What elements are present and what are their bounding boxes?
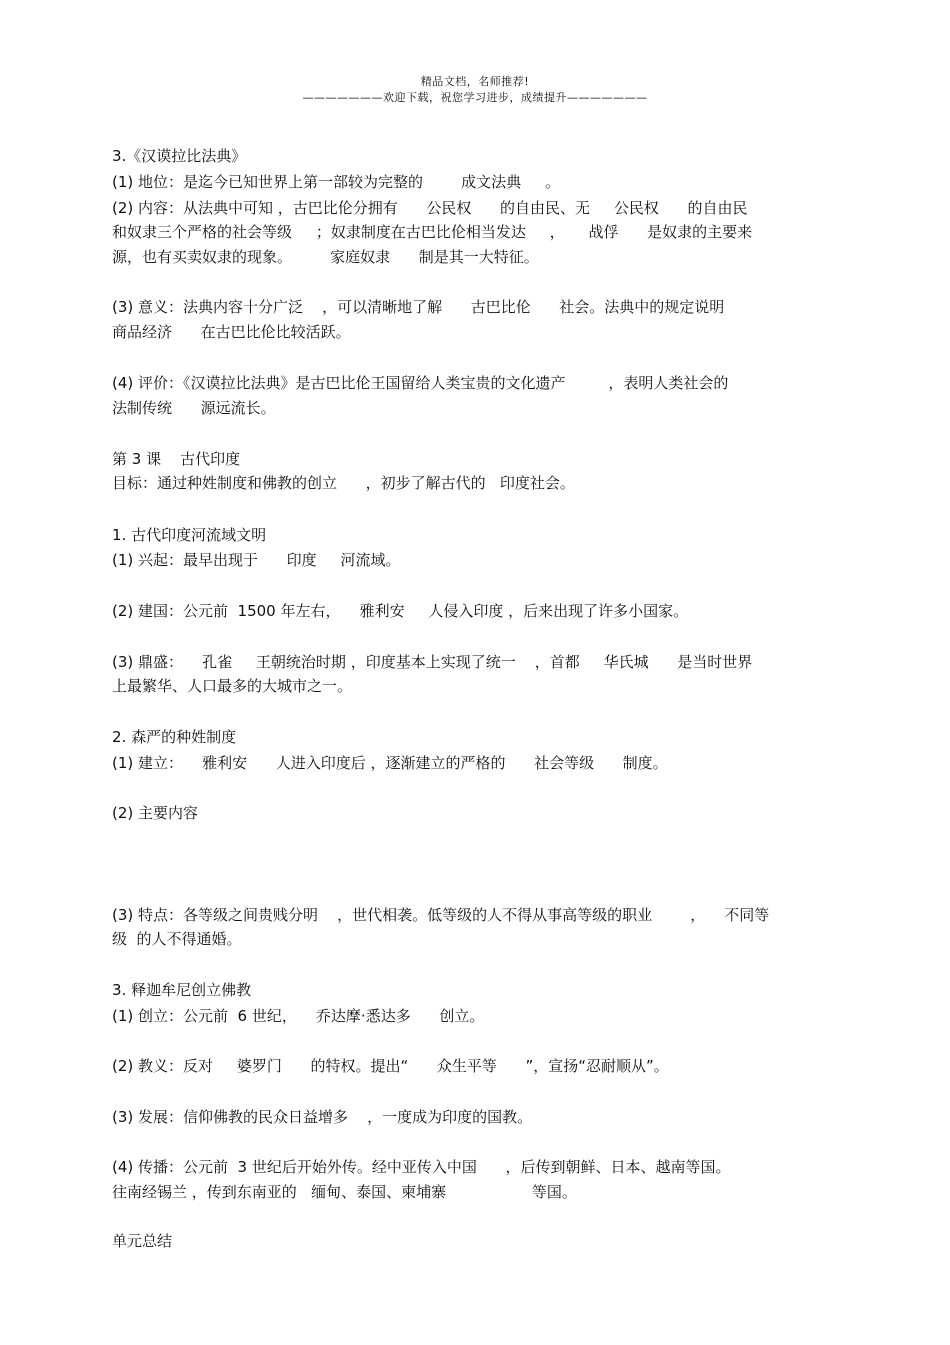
paragraph-line: (4) 评价：《汉谟拉比法典》是古巴比伦王国留给人类宝贵的文化遗产 ，表明人类社会的	[112, 374, 729, 392]
heading-hammurabi-code: 3.《汉谟拉比法典》	[112, 147, 247, 165]
paragraph-line: 级 的人不得通婚。	[112, 930, 242, 948]
paragraph-line: (2) 主要内容	[112, 804, 199, 822]
header-recommend: 精品文档，名师推荐!	[420, 75, 530, 88]
paragraph-line: (4) 传播：公元前 3 世纪后开始外传。经中亚传入中国 ，后传到朝鲜、日本、越南等国。	[112, 1158, 731, 1176]
paragraph-line: (1) 地位：是迄今已知世界上第一部较为完整的 成文法典 。	[112, 173, 561, 191]
paragraph-line: 往南经锡兰 ，传到东南亚的 缅甸、泰国、柬埔寨 等国。	[112, 1183, 577, 1201]
paragraph-line: (1) 建立： 雅利安 人进入印度后 ，逐渐建立的严格的 社会等级 制度。	[112, 754, 668, 772]
unit-summary-heading: 单元总结	[112, 1232, 173, 1250]
section-heading: 2. 森严的种姓制度	[112, 728, 237, 746]
paragraph-line: (2) 内容：从法典中可知 ，古巴比伦分拥有 公民权 的自由民、无 公民权 的自由民	[112, 199, 748, 217]
paragraph-line: (1) 创立：公元前 6 世纪， 乔达摩·悉达多 创立。	[112, 1007, 485, 1025]
lesson-heading: 第 3 课 古代印度	[112, 450, 241, 468]
paragraph-line: (3) 鼎盛： 孔雀 王朝统治时期 ，印度基本上实现了统一 ，首都 华氏城 是当时世界	[112, 653, 753, 671]
paragraph-line: (3) 发展：信仰佛教的民众日益增多 ，一度成为印度的国教。	[112, 1108, 533, 1126]
paragraph-line: (1) 兴起：最早出现于 印度 河流域。	[112, 551, 401, 569]
header-slogan: ———————欢迎下载，祝您学习进步，成绩提升———————	[302, 91, 648, 104]
paragraph-line: (2) 教义：反对 婆罗门 的特权。提出“ 众生平等 ”，宣扬“忍耐顺从”。	[112, 1057, 669, 1075]
paragraph-line: 法制传统 源远流长。	[112, 399, 276, 417]
paragraph-line: 和奴隶三个严格的社会等级 ；奴隶制度在古巴比伦相当发达 ， 战俘 是奴隶的主要来	[112, 223, 753, 241]
paragraph-line: 源，也有买卖奴隶的现象。 家庭奴隶 制是其一大特征。	[112, 248, 539, 266]
paragraph-line: (2) 建国：公元前 1500 年左右， 雅利安 人侵入印度 ，后来出现了许多小国家。	[112, 602, 689, 620]
paragraph-line: (3) 意义：法典内容十分广泛 ，可以清晰地了解 古巴比伦 社会。法典中的规定说明	[112, 298, 725, 316]
paragraph-line: (3) 特点：各等级之间贵贱分明 ，世代相袭。低等级的人不得从事高等级的职业 ， 不同等	[112, 906, 770, 924]
paragraph-line: 商品经济 在古巴比伦比较活跃。	[112, 323, 351, 341]
section-heading: 3. 释迦牟尼创立佛教	[112, 981, 252, 999]
paragraph-line: 上最繁华、人口最多的大城市之一。	[112, 677, 353, 695]
lesson-goal: 目标：通过种姓制度和佛教的创立 ，初步了解古代的 印度社会。	[112, 474, 575, 492]
section-heading: 1. 古代印度河流域文明	[112, 526, 267, 544]
